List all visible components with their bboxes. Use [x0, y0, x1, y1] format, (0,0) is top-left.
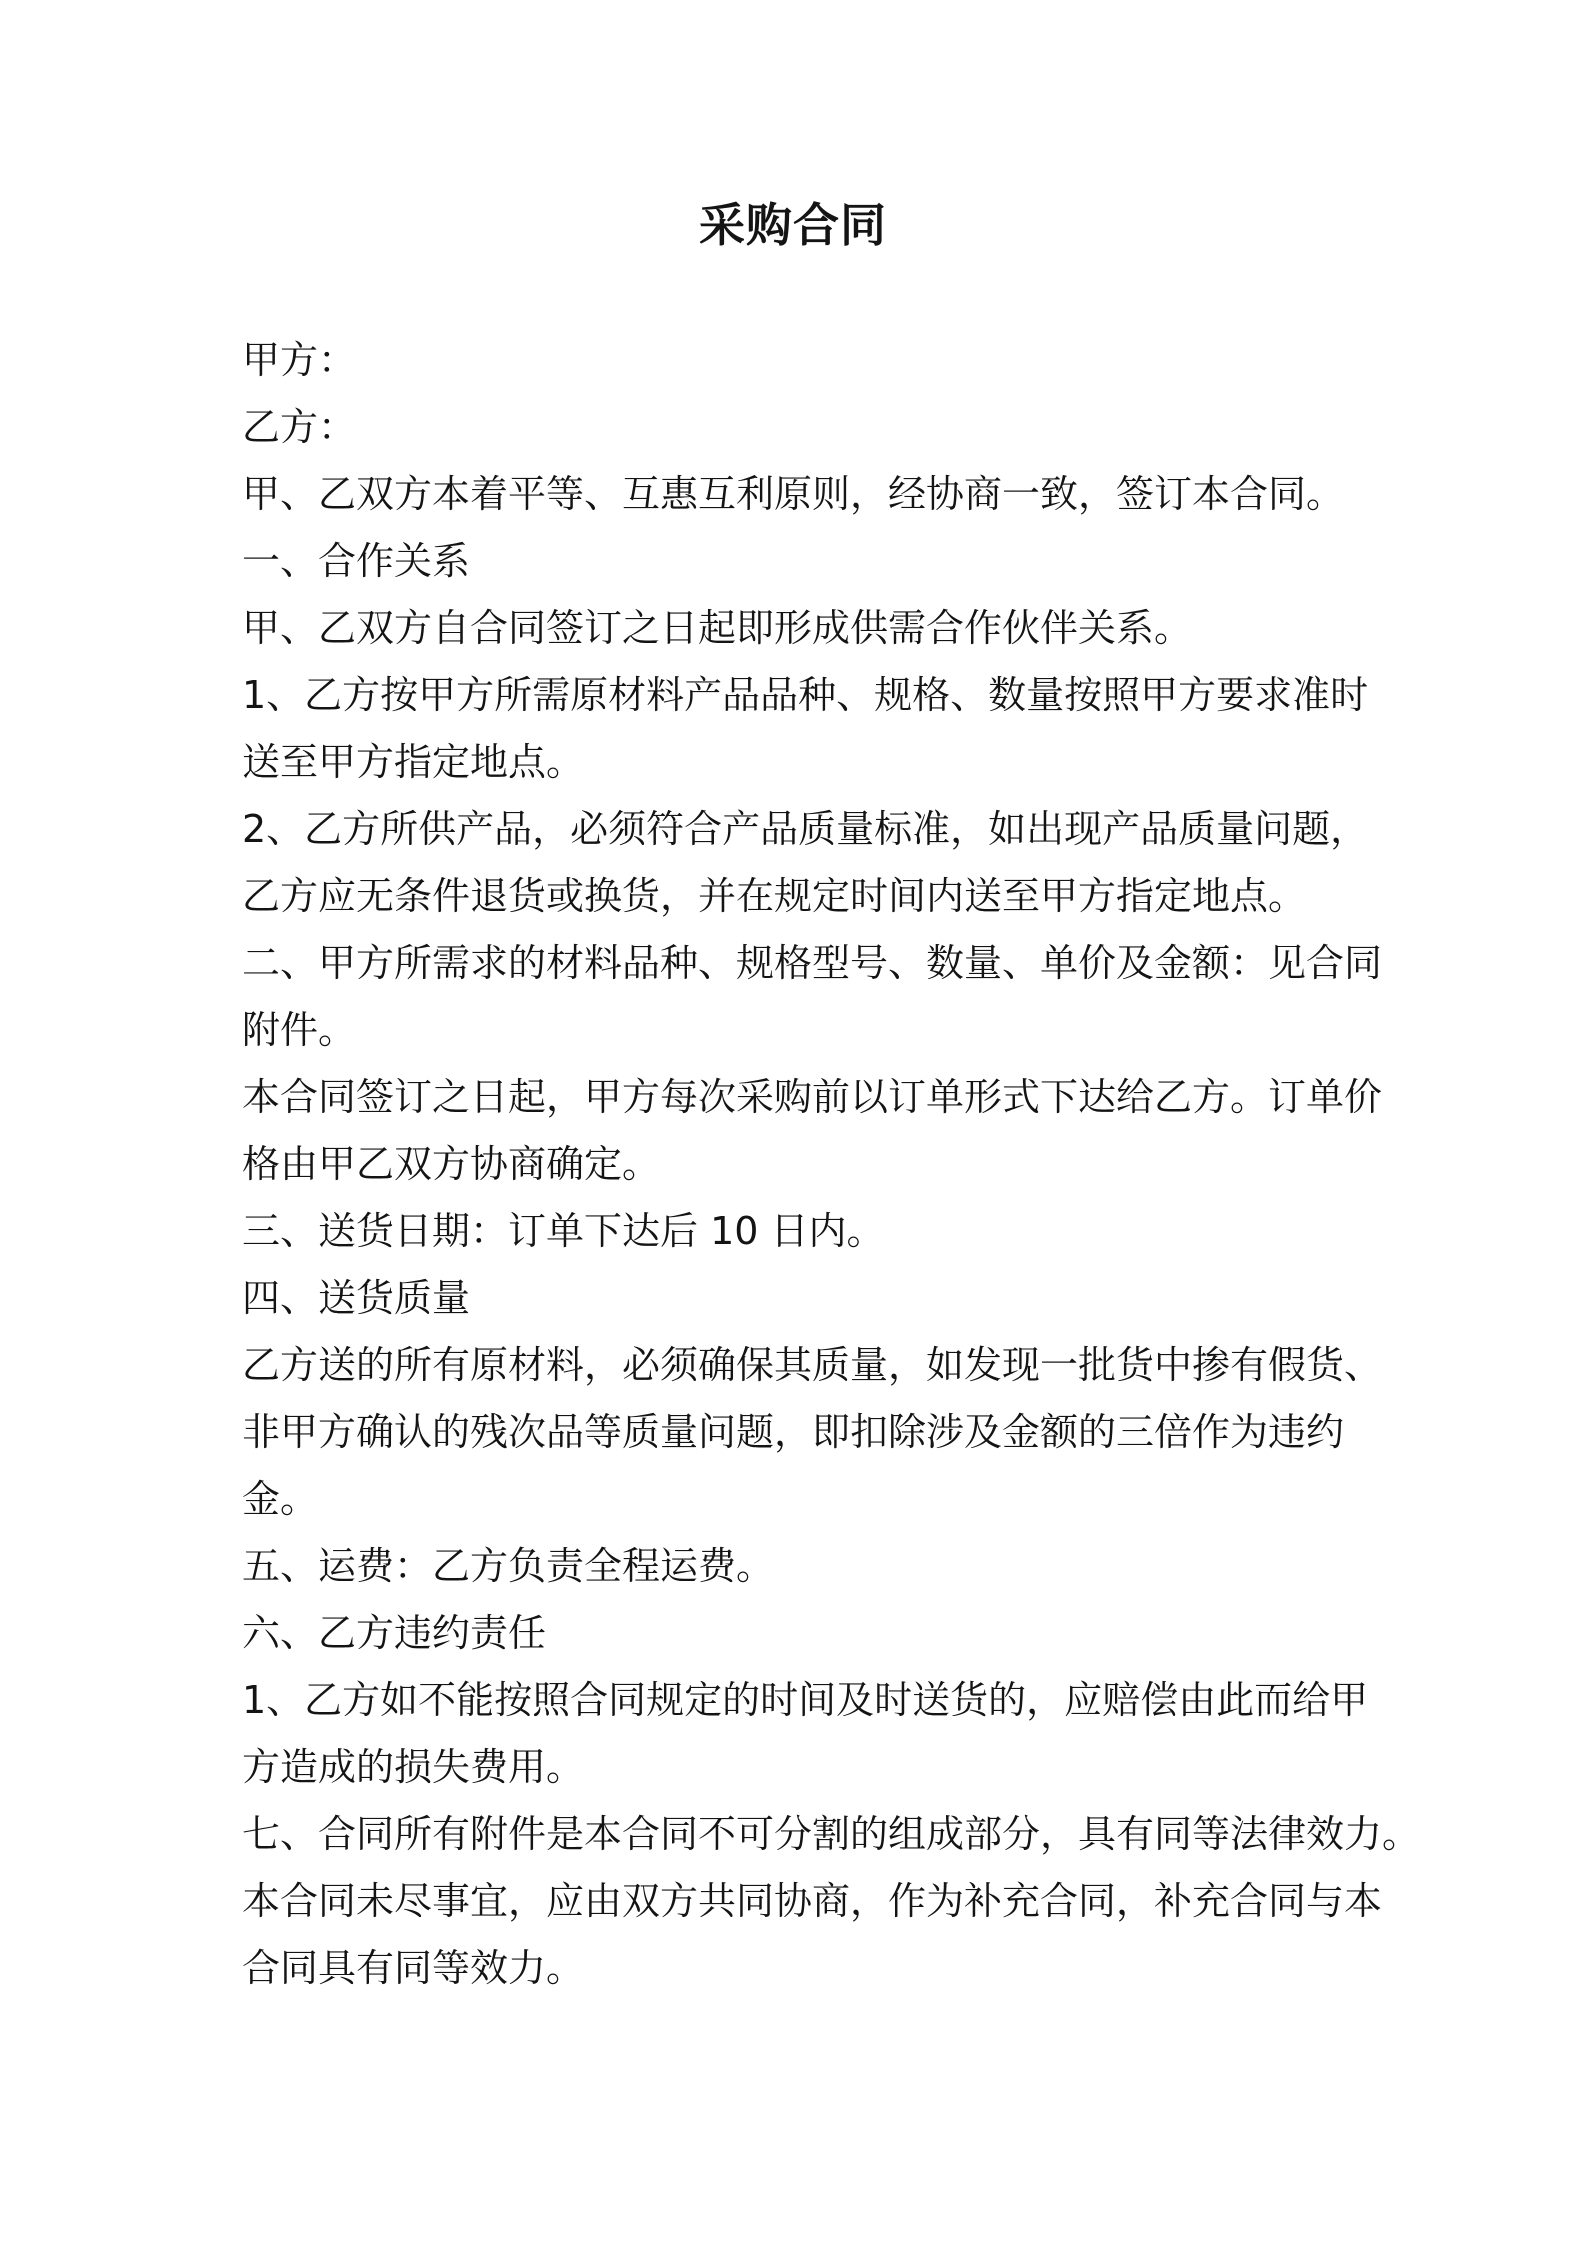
text-line: 七、合同所有附件是本合同不可分割的组成部分，具有同等法律效力。 — [242, 1812, 1421, 1856]
text-line: 三、送货日期：订单下达后 10 日内。 — [242, 1209, 885, 1253]
section-heading-liability — [242, 1600, 1370, 1667]
text-line: 五、运费：乙方负责全程运费。 — [242, 1544, 775, 1588]
text-line: 金。 — [242, 1477, 319, 1521]
text-line: 格由甲乙双方协商确定。 — [242, 1142, 661, 1186]
text-line: 附件。 — [242, 1008, 357, 1052]
text-line: 甲、乙双方自合同签订之日起即形成供需合作伙伴关系。 — [242, 606, 1193, 650]
section-heading-materials — [242, 930, 1383, 1064]
document-body — [242, 327, 1421, 2002]
text-line: 乙方送的所有原材料，必须确保其质量，如发现一批货中掺有假货、 — [242, 1343, 1383, 1387]
text-line: 本合同未尽事宜，应由双方共同协商，作为补充合同，补充合同与本 — [242, 1879, 1383, 1923]
party-a-field — [242, 327, 1370, 394]
text-line: 四、送货质量 — [242, 1276, 471, 1320]
clause-paragraph — [242, 796, 1370, 930]
section-heading-attachments — [242, 1801, 1421, 2002]
clause-paragraph — [242, 662, 1370, 796]
clause-paragraph — [242, 1064, 1383, 1198]
text-line: 送至甲方指定地点。 — [242, 740, 585, 784]
text-line: 1、乙方按甲方所需原材料产品品种、规格、数量按照甲方要求准时 — [242, 673, 1369, 717]
text-line: 本合同签订之日起，甲方每次采购前以订单形式下达给乙方。订单价 — [242, 1075, 1383, 1119]
text-line: 乙方应无条件退货或换货，并在规定时间内送至甲方指定地点。 — [242, 874, 1307, 918]
section-heading-delivery-date — [242, 1198, 1370, 1265]
text-line: 方造成的损失费用。 — [242, 1745, 585, 1789]
clause-paragraph — [242, 1332, 1383, 1533]
text-line: 2、乙方所供产品，必须符合产品质量标准，如出现产品质量问题， — [242, 807, 1369, 851]
preamble-paragraph — [242, 461, 1370, 528]
document-title: 采购合同 — [699, 198, 887, 252]
text-line: 非甲方确认的残次品等质量问题，即扣除涉及金额的三倍作为违约 — [242, 1410, 1345, 1454]
text-line: 合同具有同等效力。 — [242, 1946, 585, 1990]
text-line: 六、乙方违约责任 — [242, 1611, 547, 1655]
section-heading-quality — [242, 1265, 1370, 1332]
clause-paragraph — [242, 1667, 1370, 1801]
section-heading-cooperation — [242, 528, 1370, 595]
text-line: 乙方： — [242, 405, 357, 449]
text-line: 甲、乙双方本着平等、互惠互利原则，经协商一致，签订本合同。 — [242, 472, 1345, 516]
party-b-field — [242, 394, 1370, 461]
text-line: 1、乙方如不能按照合同规定的时间及时送货的，应赔偿由此而给甲 — [242, 1678, 1369, 1722]
text-line: 甲方： — [242, 338, 357, 382]
section-heading-freight — [242, 1533, 1370, 1600]
text-line: 一、合作关系 — [242, 539, 471, 583]
clause-paragraph — [242, 595, 1370, 662]
text-line: 二、甲方所需求的材料品种、规格型号、数量、单价及金额：见合同 — [242, 941, 1383, 985]
